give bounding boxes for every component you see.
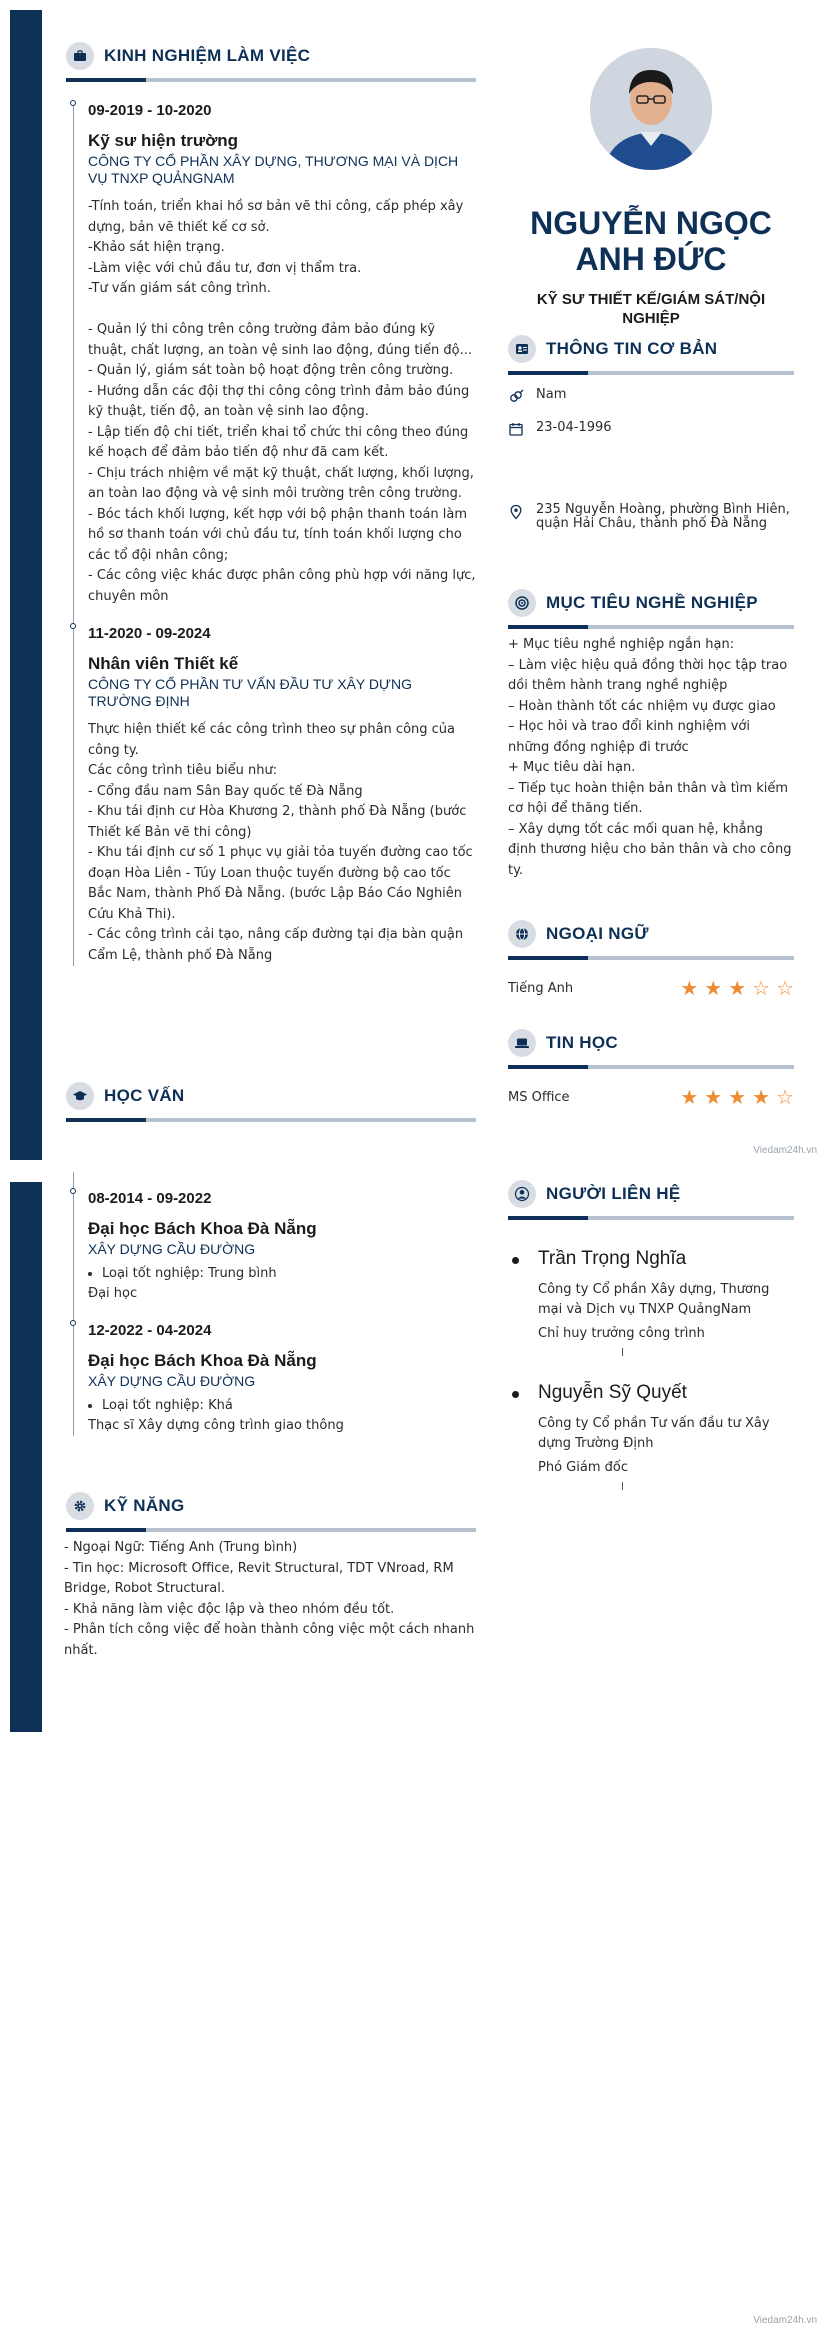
star-filled-icon: ★ xyxy=(704,976,723,1000)
experience-position: Kỹ sư hiện trường xyxy=(88,131,239,150)
section-title: NGƯỜI LIÊN HỆ xyxy=(546,1184,681,1203)
reference-divider xyxy=(622,1348,623,1356)
star-empty-icon: ☆ xyxy=(776,1085,794,1109)
section-divider xyxy=(66,78,476,82)
location-pin-icon xyxy=(508,504,524,520)
globe-icon xyxy=(508,920,536,948)
experience-position: Nhân viên Thiết kế xyxy=(88,654,239,673)
rating-stars xyxy=(680,1087,794,1107)
education-section xyxy=(66,1172,476,1454)
section-divider xyxy=(66,1118,476,1122)
section-divider xyxy=(508,1216,794,1220)
objective-section xyxy=(508,587,794,881)
education-grade: • Loại tốt nghiệp: Khá xyxy=(102,1396,476,1416)
reference-company: Công ty Cổ phần Xây dựng, Thương mại và Dịch vụ TNXP QuảngNam xyxy=(538,1282,770,1317)
address-row xyxy=(508,503,794,531)
candidate-role: KỸ SƯ THIẾT KẾ/GIÁM SÁT/NỘI NGHIỆP xyxy=(536,291,766,327)
education-detail xyxy=(88,1396,476,1436)
timeline-dot xyxy=(70,623,76,629)
references-list xyxy=(508,1248,794,1490)
education-date: 12-2022 - 04-2024 xyxy=(88,1322,212,1339)
experience-company: CÔNG TY CỔ PHẦN XÂY DỰNG, THƯƠNG MẠI VÀ DỊCH VỤ TNXP QUẢNGNAM xyxy=(88,153,459,186)
star-filled-icon: ★ xyxy=(752,1085,771,1109)
star-filled-icon: ★ xyxy=(704,1085,723,1109)
timeline-dot xyxy=(70,100,76,106)
education-timeline xyxy=(66,1172,476,1436)
address-value: 235 Nguyễn Hoàng, phường Bình Hiên, quận Hải Châu, thành phố Đà Nẵng xyxy=(536,502,790,531)
gear-icon xyxy=(66,1492,94,1520)
birthday-row xyxy=(508,420,794,437)
experience-timeline xyxy=(66,102,476,966)
rating-stars xyxy=(680,978,794,998)
user-icon xyxy=(508,1180,536,1208)
section-title: KINH NGHIỆM LÀM VIỆC xyxy=(104,46,311,65)
birthday-value: 23-04-1996 xyxy=(536,420,612,435)
computer-skills-section xyxy=(508,1027,794,1107)
language-name: Tiếng Anh xyxy=(508,980,574,996)
experience-company: CÔNG TY CỔ PHẦN TƯ VẤN ĐẦU TƯ XÂY DỰNG TRƯỜNG ĐỊNH xyxy=(88,676,412,709)
skills-text: - Ngoại Ngữ: Tiếng Anh (Trung bình) - Tin học: Microsoft Office, Revit Structural, TDT VNroad, RM Bridge, Robot Structural. - Khả năng làm việc độc lập và theo nhóm đều tốt. - Phân tích công việc để hoàn thành công việc một cách nhanh nhất. xyxy=(64,1540,475,1658)
reference-item xyxy=(508,1248,794,1356)
education-header xyxy=(66,1080,476,1122)
section-title: KỸ NĂNG xyxy=(104,1496,185,1515)
reference-company: Công ty Cổ phần Tư vấn đầu tư Xây dựng Trường Định xyxy=(538,1416,770,1451)
avatar xyxy=(590,48,712,170)
education-school: Đại học Bách Khoa Đà Nẵng xyxy=(88,1351,317,1370)
star-empty-icon: ☆ xyxy=(752,976,771,1000)
experience-description: Thực hiện thiết kế các công trình theo sự phân công của công ty. Các công trình tiêu biểu như: - Cổng đầu nam Sân Bay quốc tế Đà Nẵng - Khu tái định cư Hòa Khương 2, thành phố Đà Nẵng (bước Thiết kế Bản vẽ thi công) - Khu tái định cư số 1 phục vụ giải tỏa tuyến đường cao tốc đoạn Hòa Liên - Túy Loan thuộc tuyến đường bộ cao tốc Bắc Nam, thành Phố Đà Nẵng. (bước Lập Báo Cáo Nghiên Cứu Khả Thi). - Các công trình cải tạo, nâng cấp đường tại địa bàn quận Cẩm Lệ, thành phố Đà Nẵng xyxy=(88,722,473,963)
left-accent-bar xyxy=(10,1182,42,1732)
references-section xyxy=(508,1178,794,1516)
left-accent-bar xyxy=(10,10,42,1160)
section-title: HỌC VẤN xyxy=(104,1086,185,1105)
languages-section xyxy=(508,918,794,998)
section-title: NGOẠI NGỮ xyxy=(546,924,649,943)
section-divider xyxy=(508,1065,794,1069)
gender-row xyxy=(508,387,794,404)
education-major: XÂY DỰNG CẦU ĐƯỜNG xyxy=(88,1373,256,1389)
education-date: 08-2014 - 09-2022 xyxy=(88,1190,212,1207)
reference-name: Nguyễn Sỹ Quyết xyxy=(538,1382,687,1403)
star-filled-icon: ★ xyxy=(728,976,747,1000)
section-title: TIN HỌC xyxy=(546,1033,618,1052)
laptop-icon xyxy=(508,1029,536,1057)
computer-skill-name: MS Office xyxy=(508,1089,570,1105)
reference-position: Phó Giám đốc xyxy=(538,1460,628,1475)
experience-item xyxy=(88,102,476,607)
calendar-icon xyxy=(508,421,524,437)
experience-item xyxy=(88,625,476,966)
watermark: Viedam24h.vn xyxy=(753,2315,817,2326)
timeline-dot xyxy=(70,1188,76,1194)
reference-divider xyxy=(622,1482,623,1490)
graduation-cap-icon xyxy=(66,1082,94,1110)
gender-icon xyxy=(508,388,524,404)
skills-section xyxy=(66,1490,476,1661)
reference-position: Chỉ huy trưởng công trình xyxy=(538,1326,705,1341)
section-title: MỤC TIÊU NGHỀ NGHIỆP xyxy=(546,593,758,612)
education-school: Đại học Bách Khoa Đà Nẵng xyxy=(88,1219,317,1238)
section-divider xyxy=(66,1528,476,1532)
language-row xyxy=(508,978,794,998)
basic-info-section xyxy=(508,333,794,531)
experience-date: 11-2020 - 09-2024 xyxy=(88,625,211,642)
section-divider xyxy=(508,371,794,375)
education-major: XÂY DỰNG CẦU ĐƯỜNG xyxy=(88,1241,256,1257)
section-divider xyxy=(508,956,794,960)
experience-description: -Tính toán, triển khai hồ sơ bản vẽ thi công, cấp phép xây dựng, bản vẽ thiết kế cơ sở. -Khảo sát hiện trạng. -Làm việc với chủ đầu tư, đơn vị thẩm tra. -Tư vấn giám sát công trình. - Quản lý thi công trên công trường đảm bảo đúng kỹ thuật, chất lượng, an toàn vệ sinh lao động, đúng tiến độ... - Quản lý, giám sát toàn bộ hoạt động trên công trường. - Hướng dẫn các đội thợ thi công công trình đảm bảo đúng kỹ thuật, tiến độ, an toàn vệ sinh lao động. - Lập tiến độ chi tiết, triển khai tổ chức thi công theo đúng kế hoạch để đảm bảo tiến độ như đã cam kết. - Chịu trách nhiệm về mặt kỹ thuật, chất lượng, khối lượng, an toàn lao động và vệ sinh môi trường trên công trường. - Bóc tách khối lượng, kết hợp với bộ phận thanh toán làm hồ sơ thanh toán với chủ đầu tư, tính toán khối lượng cho các tổ đội nhân công; - Các công việc khác được phân công phù hợp với năng lực, chuyên môn xyxy=(88,199,476,604)
education-degree: Thạc sĩ Xây dựng công trình giao thông xyxy=(88,1418,344,1433)
gender-value: Nam xyxy=(536,387,567,402)
star-filled-icon: ★ xyxy=(728,1085,747,1109)
section-divider xyxy=(508,625,794,629)
education-item xyxy=(88,1190,476,1304)
candidate-name: NGUYỄN NGỌC ANH ĐỨC xyxy=(530,205,772,277)
cv-page-2 xyxy=(0,1170,827,2340)
briefcase-icon xyxy=(66,42,94,70)
experience-date: 09-2019 - 10-2020 xyxy=(88,102,212,119)
education-item xyxy=(88,1322,476,1436)
target-icon xyxy=(508,589,536,617)
education-grade: • Loại tốt nghiệp: Trung bình xyxy=(102,1264,476,1284)
section-title: THÔNG TIN CƠ BẢN xyxy=(546,339,718,358)
star-empty-icon: ☆ xyxy=(776,976,794,1000)
education-degree: Đại học xyxy=(88,1286,138,1301)
id-card-icon xyxy=(508,335,536,363)
objective-text: + Mục tiêu nghề nghiệp ngắn hạn: – Làm việc hiệu quả đồng thời học tập trao dồi thêm hành trang nghề nghiệp – Hoàn thành tốt các nhiệm vụ được giao – Học hỏi và trao đổi kinh nghiệm với những đồng nghiệp đi trước + Mục tiêu dài hạn. – Tiếp tục hoàn thiện bản thân và tìm kiếm cơ hội để thăng tiến. – Xây dựng tốt các mối quan hệ, khẳng định thương hiệu cho bản thân và cho công ty. xyxy=(508,637,792,878)
watermark: Viedam24h.vn xyxy=(753,1145,817,1156)
star-filled-icon: ★ xyxy=(680,1085,699,1109)
star-filled-icon: ★ xyxy=(680,976,699,1000)
reference-item xyxy=(508,1382,794,1490)
reference-name: Trần Trọng Nghĩa xyxy=(538,1248,687,1269)
education-detail xyxy=(88,1264,476,1304)
computer-skill-row xyxy=(508,1087,794,1107)
experience-section xyxy=(66,40,476,984)
timeline-dot xyxy=(70,1320,76,1326)
